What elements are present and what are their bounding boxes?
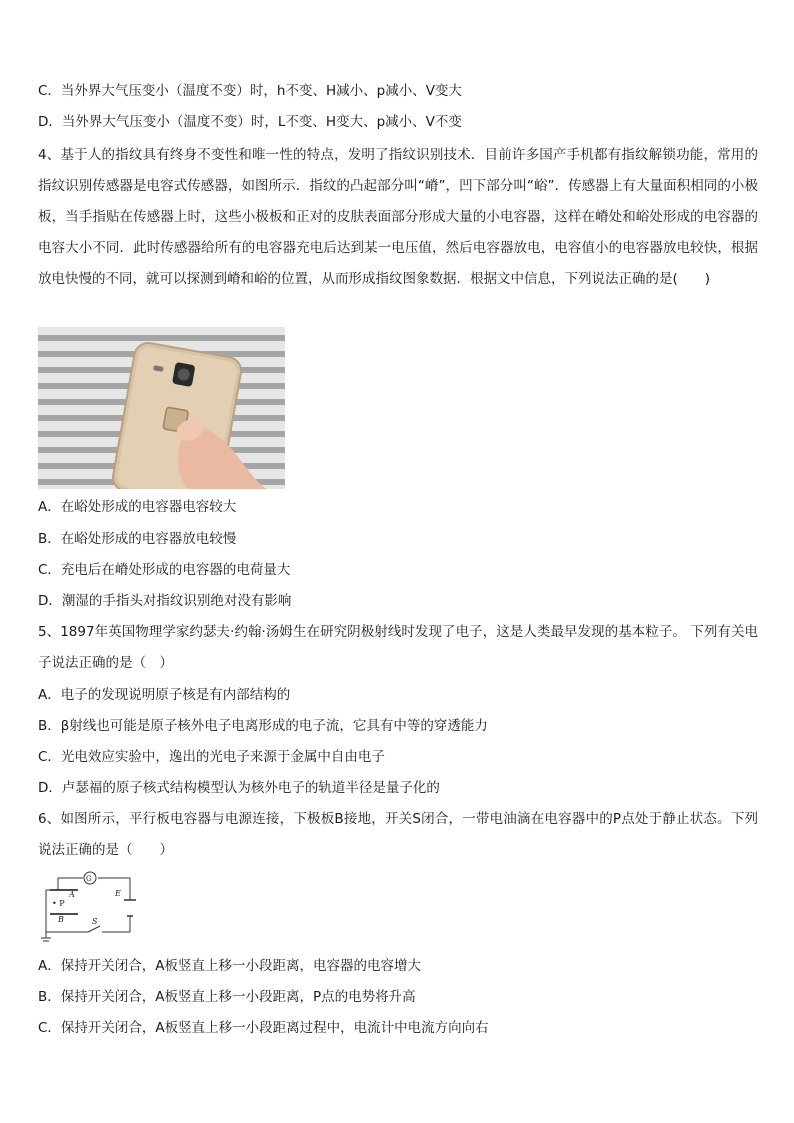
q5-option-d: D．卢瑟福的原子核式结构模型认为核外电子的轨道半径是量子化的 (38, 780, 440, 796)
plate-a-label: A (69, 890, 75, 899)
switch-s-label: S (92, 917, 98, 926)
galvanometer-label: G (86, 875, 92, 883)
q3-option-c: C．当外界大气压变小（温度不变）时，h不变、H减小、p减小、V变大 (38, 83, 462, 99)
q3-option-d: D．当外界大气压变小（温度不变）时，L不变、H变大、p减小、V不变 (38, 114, 462, 130)
point-p-label: • P (52, 899, 65, 908)
q6-stem: 6、如图所示，平行板电容器与电源连接，下极板B接地，开关S闭合，一带电油滴在电容器中的P点处于静止状态。下列说法正确的是（ ） (38, 811, 758, 858)
q4-option-c: C．充电后在嵴处形成的电容器的电荷量大 (38, 562, 291, 578)
capacitor-circuit-diagram (38, 870, 138, 945)
q5-stem: 5、1897年英国物理学家约瑟夫·约翰·汤姆生在研究阴极射线时发现了电子，这是人类最早发现的基本粒子。 下列有关电子说法正确的是（ ） (38, 624, 758, 671)
q5-option-a: A．电子的发现说明原子核是有内部结构的 (38, 687, 291, 703)
q6-option-b: B．保持开关闭合，A板竖直上移一小段距离，P点的电势将升高 (38, 989, 416, 1005)
q6-option-a: A．保持开关闭合，A板竖直上移一小段距离，电容器的电容增大 (38, 958, 421, 974)
phone-fingerprint-photo (38, 327, 285, 489)
plate-b-label: B (58, 915, 64, 924)
q5-option-b: B．β射线也可能是原子核外电子电离形成的电子流，它具有中等的穿透能力 (38, 718, 488, 734)
q6-option-c: C．保持开关闭合，A板竖直上移一小段距离过程中，电流计中电流方向向右 (38, 1020, 489, 1036)
q4-stem: 4、基于人的指纹具有终身不变性和唯一性的特点，发明了指纹识别技术．目前许多国产手机都有指纹解锁功能，常用的指纹识别传感器是电容式传感器，如图所示．指纹的凸起部分叫“嵴”，凹下部分叫“峪”．传感器上有大量面积相同的小极板，当手指贴在传感器上时，这些小极板和正对的皮肤表面部分形成大量的小电容器，这样在嵴处和峪处形成的电容器的电容大小不同．此时传感器给所有的电容器充电后达到某一电压值，然后电容器放电，电容值小的电容器放电较快，根据放电快慢的不同，就可以探测到嵴和峪的位置，从而形成指纹图象数据．根据文中信息，下列说法正确的是( ) (38, 147, 758, 287)
q4-option-b: B．在峪处形成的电容器放电较慢 (38, 531, 237, 547)
q5-option-c: C．光电效应实验中，逸出的光电子来源于金属中自由电子 (38, 749, 385, 765)
q4-option-a: A．在峪处形成的电容器电容较大 (38, 499, 237, 515)
q4-option-d: D．潮湿的手指头对指纹识别绝对没有影响 (38, 593, 292, 609)
source-e-label: E (115, 889, 121, 898)
